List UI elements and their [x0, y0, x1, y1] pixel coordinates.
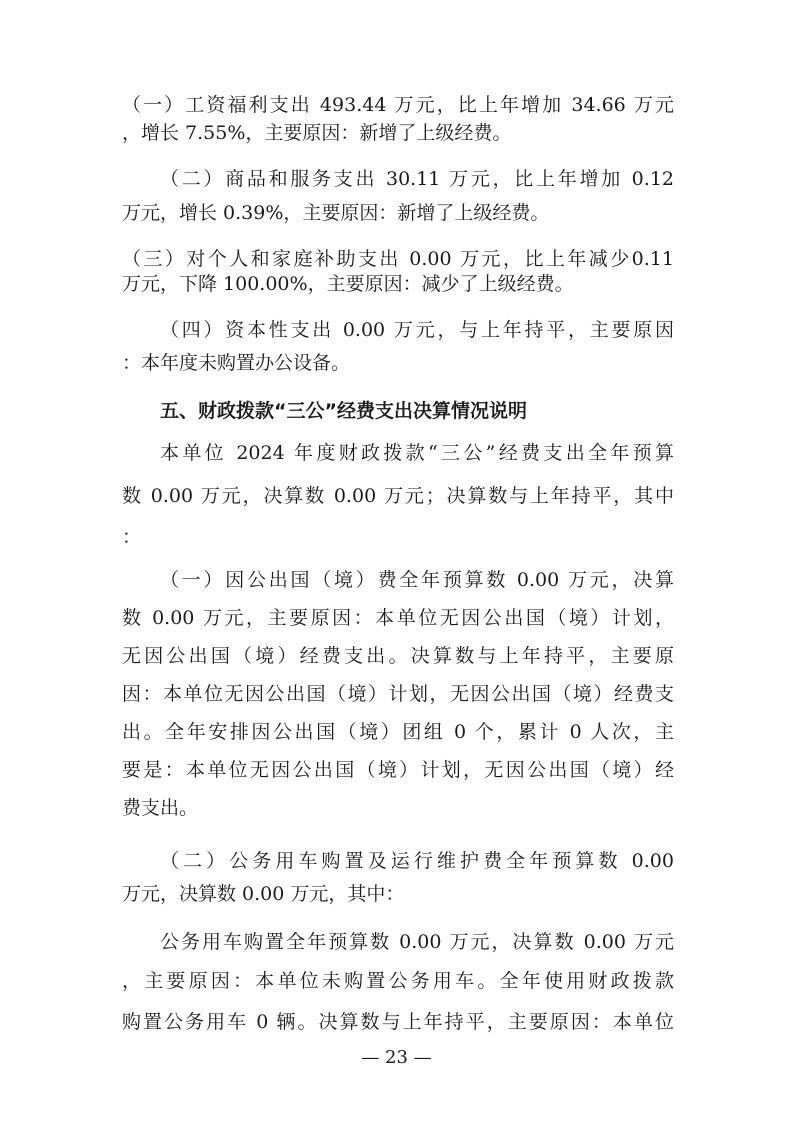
text-line: ： [122, 526, 142, 548]
text-line: 万元，增长 0.39%，主要原因：新增了上级经费。 [122, 202, 550, 224]
text-line: 因：本单位无因公出国（境）计划，无因公出国（境）经费支 [122, 683, 674, 705]
text-line: 万元，决算数 0.00 万元，其中： [122, 883, 405, 905]
text-line: （四）资本性支出 0.00 万元，与上年持平，主要原因 [160, 319, 674, 341]
text-line: ，主要原因：本单位未购置公务用车。全年使用财政拨款 [122, 970, 674, 992]
text-line: 费支出。 [122, 797, 199, 819]
text-line: ：本年度未购置办公设备。 [122, 352, 351, 374]
text-line: （一）因公出国（境）费全年预算数 0.00 万元，决算 [160, 569, 674, 591]
text-line: 无因公出国（境）经费支出。决算数与上年持平，主要原 [122, 645, 674, 667]
text-line: （一）工资福利支出 493.44 万元，比上年增加 34.66 万元 [122, 94, 674, 116]
text-line: 公务用车购置全年预算数 0.00 万元，决算数 0.00 万元 [160, 931, 674, 953]
text-line: 出。全年安排因公出国（境）团组 0 个，累计 0 人次，主 [122, 721, 674, 743]
text-line: 要是：本单位无因公出国（境）计划，无因公出国（境）经 [122, 759, 674, 781]
page-number: — 23 — [361, 1047, 432, 1068]
text-line: （二）公务用车购置及运行维护费全年预算数 0.00 [160, 850, 674, 872]
text-line: 万元，下降 100.00%，主要原因：减少了上级经费。 [122, 273, 574, 295]
text-line: 购置公务用车 0 辆。决算数与上年持平，主要原因：本单位 [122, 1011, 674, 1033]
text-line: 数 0.00 万元，主要原因：本单位无因公出国（境）计划， [122, 607, 674, 629]
section-heading: 五、财政拨款“三公”经费支出决算情况说明 [160, 400, 527, 422]
text-line: 数 0.00 万元，决算数 0.00 万元；决算数与上年持平，其中 [122, 485, 674, 507]
text-line: （三）对个人和家庭补助支出 0.00 万元，比上年减少0.11 [122, 248, 674, 270]
text-line: ，增长 7.55%，主要原因：新增了上级经费。 [122, 122, 512, 144]
text-line: （二）商品和服务支出 30.11 万元，比上年增加 0.12 [160, 168, 674, 190]
text-line: 本单位 2024 年度财政拨款“三公”经费支出全年预算 [160, 442, 674, 464]
